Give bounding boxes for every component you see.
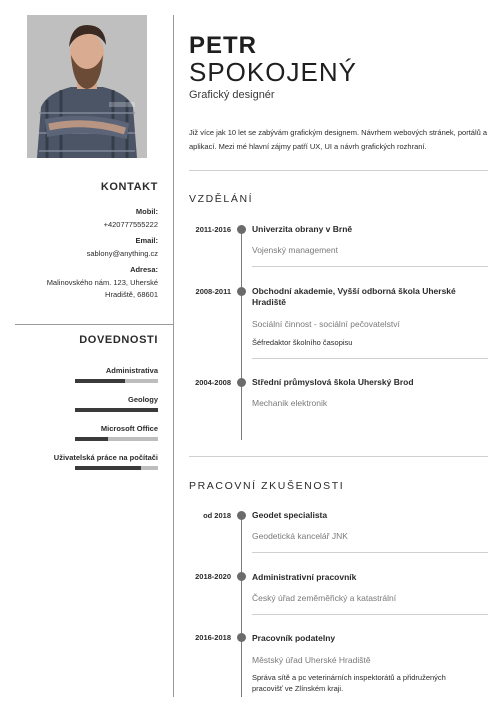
skill-item: [47, 453, 158, 470]
entry-separator: [252, 614, 488, 615]
education-title: Obchodní akademie, Vyšší odborná škola Uherské Hradiště: [252, 286, 456, 307]
about-text: Již více jak 10 let se zabývám grafickým designem. Návrhem webových stránek, portálů a aplikací. Mezi mé hlavní zájmy patří UX, UI a návrh grafických rozhraní.: [189, 128, 488, 151]
education-date: 2008-2011: [195, 287, 231, 296]
experience-note: Správa sítě a pc veterinárních inspektorátů a přidružených pracovišť ve Zlínském kraji.: [252, 673, 446, 693]
left-divider: [15, 324, 173, 325]
email-value: sablony@anything.cz: [86, 248, 158, 258]
timeline-dot: [237, 633, 246, 642]
skill-bar-fill: [75, 466, 141, 470]
skill-name: Microsoft Office: [100, 424, 158, 433]
address-label: Adresa:: [130, 265, 158, 274]
entry-separator: [252, 552, 488, 553]
experience-title: Administrativní pracovník: [252, 572, 357, 582]
left-column: [0, 0, 173, 712]
timeline-dot: [237, 287, 246, 296]
email-label: Email:: [135, 236, 158, 245]
education-timeline: [241, 230, 242, 440]
experience-date: 2016-2018: [195, 633, 231, 642]
last-name: SPOKOJENÝ: [189, 57, 357, 87]
education-date: 2011-2016: [195, 225, 231, 234]
experience-title: Geodet specialista: [252, 510, 328, 520]
contact-block: [8, 206, 158, 302]
skill-name: Uživatelská práce na počítači: [53, 453, 158, 462]
education-heading: VZDĚLÁNÍ: [189, 193, 254, 205]
education-title: Univerzita obrany v Brně: [252, 224, 353, 234]
mobile-value: +420777555222: [103, 219, 158, 229]
entry-separator: [252, 266, 488, 267]
skill-item: [75, 424, 158, 441]
right-divider: [189, 456, 488, 457]
right-divider: [189, 170, 488, 171]
skill-item: [75, 366, 158, 383]
skill-item: [75, 395, 158, 412]
mobile-label: Mobil:: [135, 207, 158, 216]
profile-photo-image: [27, 15, 147, 158]
timeline-dot: [237, 572, 246, 581]
skill-bar: [75, 408, 158, 412]
skill-bar-fill: [75, 437, 108, 441]
education-subtitle: Vojenský management: [252, 245, 338, 255]
skill-name: Administrativa: [105, 366, 158, 375]
experience-heading: PRACOVNÍ ZKUŠENOSTI: [189, 480, 345, 492]
job-title: Grafický designér: [189, 89, 275, 101]
experience-timeline: [241, 516, 242, 697]
timeline-dot: [237, 511, 246, 520]
skills-heading: DOVEDNOSTI: [79, 334, 158, 346]
experience-date: od 2018: [203, 511, 231, 520]
profile-photo: [27, 15, 147, 158]
education-subtitle: Mechanik elektronik: [252, 398, 328, 408]
skill-name: Geology: [127, 395, 158, 404]
skill-bar-fill: [75, 408, 158, 412]
skill-bar: [75, 379, 158, 383]
skill-bar: [75, 437, 158, 441]
timeline-dot: [237, 225, 246, 234]
address-value: Malinovského nám. 123, Uherské Hradiště, 68601: [46, 277, 158, 299]
education-title: Střední průmyslová škola Uherský Brod: [252, 377, 414, 387]
skill-bar: [75, 466, 158, 470]
experience-subtitle: Městský úřad Uherské Hradiště: [252, 655, 371, 665]
experience-date: 2018-2020: [195, 572, 231, 581]
contact-heading: KONTAKT: [100, 181, 158, 193]
skill-bar-fill: [75, 379, 125, 383]
timeline-dot: [237, 378, 246, 387]
entry-separator: [252, 358, 488, 359]
experience-subtitle: Český úřad zeměměřický a katastrální: [252, 593, 397, 603]
education-subtitle: Sociální činnost - sociální pečovatelství: [252, 319, 400, 329]
column-divider: [173, 15, 174, 697]
experience-title: Pracovník podatelny: [252, 633, 336, 643]
education-note: Šéfredaktor školního časopisu: [252, 338, 353, 347]
education-date: 2004-2008: [195, 378, 231, 387]
first-name: PETR: [189, 32, 258, 59]
experience-subtitle: Geodetická kancelář JNK: [252, 531, 348, 541]
